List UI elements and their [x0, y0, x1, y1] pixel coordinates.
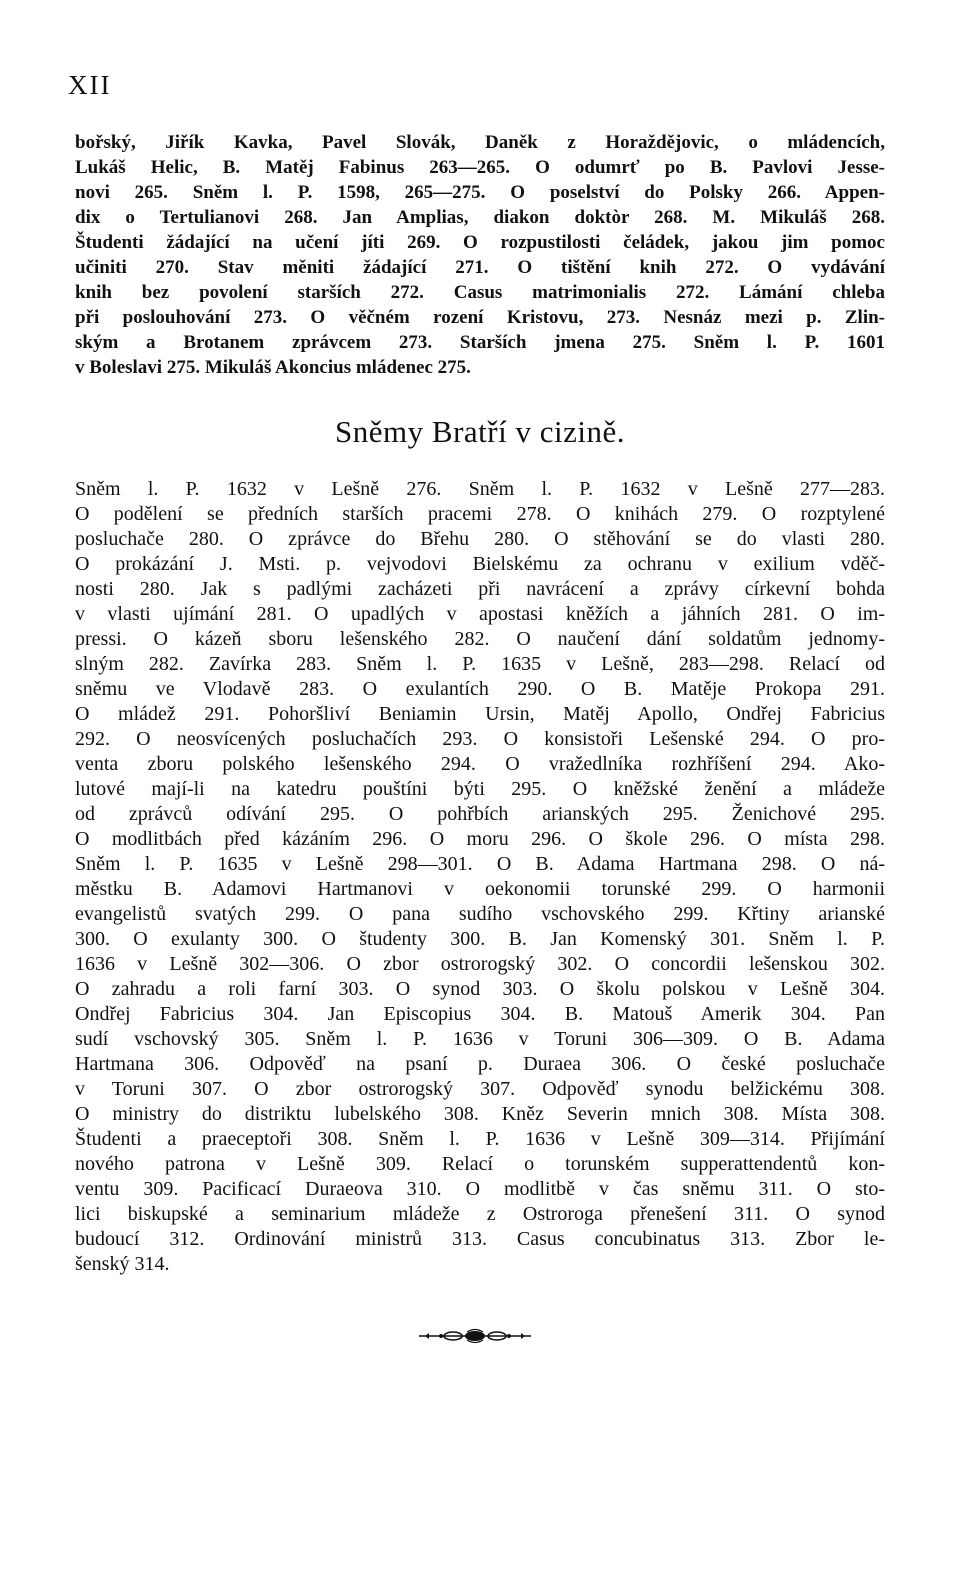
text-line: novi 265. Sněm l. P. 1598, 265—275. O poselství do Polsky 266. Appen-	[75, 182, 885, 203]
text-line: bořský, Jiřík Kavka, Pavel Slovák, Daněk z Horaždějovic, o mládencích,	[75, 132, 885, 153]
text-line: knih bez povolení starších 272. Casus matrimonialis 272. Lámání chleba	[75, 282, 885, 303]
text-line: posluchače 280. O zprávce do Břehu 280. O stěhování se do vlasti 280.	[75, 528, 885, 550]
main-paragraph	[75, 477, 885, 1277]
page-number: XII	[68, 70, 112, 100]
text-line: sněmu ve Vlodavě 283. O exulantích 290. O B. Matěje Prokopa 291.	[75, 678, 885, 700]
text-line: lici biskupské a seminarium mládeže z Ostroroga přenešení 311. O synod	[75, 1203, 885, 1225]
text-line: O modlitbách před kázáním 296. O moru 296. O škole 296. O místa 298.	[75, 828, 885, 850]
text-line: v Boleslavi 275. Mikuláš Akoncius mládenec 275.	[75, 357, 471, 378]
text-line: nového patrona v Lešně 309. Relací o torunském supperattendentů kon-	[75, 1153, 885, 1175]
text-line: v vlasti ujímání 281. O upadlých v apostasi kněžích a jáhních 281. O im-	[75, 603, 885, 625]
text-line: dix o Tertulianovi 268. Jan Amplias, diakon doktòr 268. M. Mikuláš 268.	[75, 207, 885, 228]
text-line: sudí vschovský 305. Sněm l. P. 1636 v Toruni 306—309. O B. Adama	[75, 1028, 885, 1050]
text-line: Sněm l. P. 1632 v Lešně 276. Sněm l. P. 1632 v Lešně 277—283.	[75, 478, 885, 500]
text-line: nosti 280. Jak s padlými zacházeti při navrácení a zprávy církevní bohda	[75, 578, 885, 600]
text-line: Sněm l. P. 1635 v Lešně 298—301. O B. Adama Hartmana 298. O ná-	[75, 853, 885, 875]
ornament-divider	[415, 1328, 535, 1344]
text-line: O prokázání J. Msti. p. vejvodovi Bielskému za ochranu v exilium vděč-	[75, 553, 885, 575]
text-line: učiniti 270. Stav měniti žádající 271. O tištění knih 272. O vydávání	[75, 257, 885, 278]
text-line: O mládež 291. Pohoršliví Beniamin Ursin, Matěj Apollo, Ondřej Fabricius	[75, 703, 885, 725]
text-line: O zahradu a roli farní 303. O synod 303. O školu polskou v Lešně 304.	[75, 978, 885, 1000]
text-line: Lukáš Helic, B. Matěj Fabinus 263—265. O odumrť po B. Pavlovi Jesse-	[75, 157, 885, 178]
text-line: Študenti a praeceptoři 308. Sněm l. P. 1636 v Lešně 309—314. Přijímání	[75, 1128, 885, 1150]
text-line: lutové mají-li na katedru pouštíni býti 295. O kněžské ženění a mládeže	[75, 778, 885, 800]
text-line: Ondřej Fabricius 304. Jan Episcopius 304. B. Matouš Amerik 304. Pan	[75, 1003, 885, 1025]
top-paragraph	[75, 130, 885, 380]
text-line: venta zboru polského lešenského 294. O vražedlníka rozhříšení 294. Ako-	[75, 753, 885, 775]
text-line: při poslouhování 273. O věčném rození Kristovu, 273. Nesnáz mezi p. Zlin-	[75, 307, 885, 328]
text-line: 292. O neosvícených posluchačích 293. O konsistoři Lešenské 294. O pro-	[75, 728, 885, 750]
text-line: městku B. Adamovi Hartmanovi v oekonomii torunské 299. O harmonii	[75, 878, 885, 900]
text-line: Hartmana 306. Odpověď na psaní p. Duraea 306. O české posluchače	[75, 1053, 885, 1075]
text-line: evangelistů svatých 299. O pana sudího vschovského 299. Křtiny arianské	[75, 903, 885, 925]
text-line: O ministry do distriktu lubelského 308. Kněz Severin mnich 308. Místa 308.	[75, 1103, 885, 1125]
text-line: od zprávců odívání 295. O pohřbích arianských 295. Ženichové 295.	[75, 803, 885, 825]
text-line: slným 282. Zavírka 283. Sněm l. P. 1635 v Lešně, 283—298. Relací od	[75, 653, 885, 675]
text-line: Študenti žádající na učení jíti 269. O rozpustilosti čeládek, jakou jim pomoc	[75, 232, 885, 253]
text-line: 1636 v Lešně 302—306. O zbor ostrorogský 302. O concordii lešenskou 302.	[75, 953, 885, 975]
text-line: šenský 314.	[75, 1253, 170, 1275]
text-line: ventu 309. Pacificací Duraeova 310. O modlitbě v čas sněmu 311. O sto-	[75, 1178, 885, 1200]
text-line: budoucí 312. Ordinování ministrů 313. Casus concubinatus 313. Zbor le-	[75, 1228, 885, 1250]
section-heading: Sněmy Bratří v cizině.	[335, 414, 625, 449]
text-line: pressi. O kázeň sboru lešenského 282. O naučení dání soldatům jednomy-	[75, 628, 885, 650]
text-line: O podělení se předních starších pracemi 278. O knihách 279. O rozptylené	[75, 503, 885, 525]
text-line: ským a Brotanem zprávcem 273. Starších jmena 275. Sněm l. P. 1601	[75, 332, 885, 353]
text-line: v Toruni 307. O zbor ostrorogský 307. Odpověď synodu belžickému 308.	[75, 1078, 885, 1100]
text-line: 300. O exulanty 300. O študenty 300. B. Jan Komenský 301. Sněm l. P.	[75, 928, 885, 950]
